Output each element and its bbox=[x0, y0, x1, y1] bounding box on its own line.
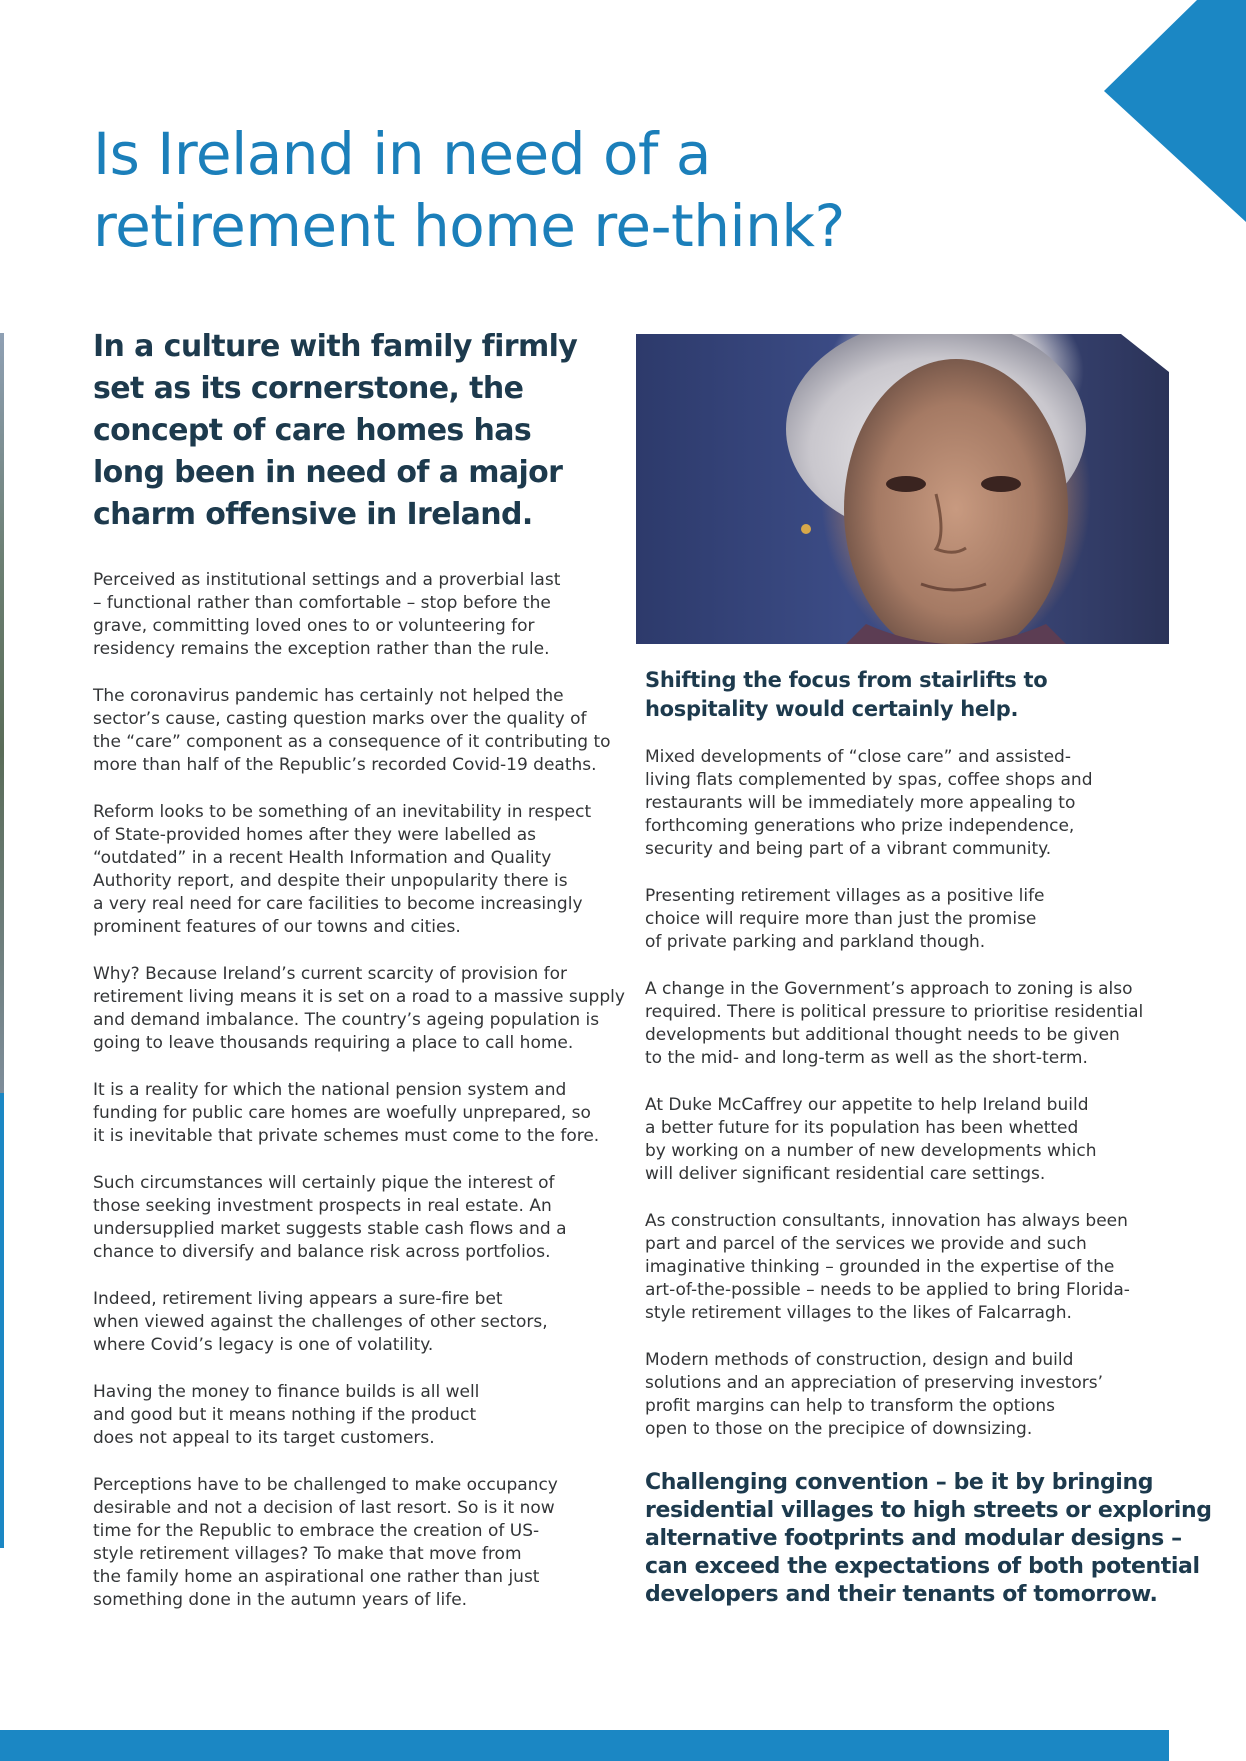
body-paragraph bbox=[645, 746, 1145, 861]
body-line: Presenting retirement villages as a positive life bbox=[645, 886, 1045, 906]
body-line: Indeed, retirement living appears a sure-fire bet bbox=[93, 1289, 503, 1309]
pullquote-line: developers and their tenants of tomorrow. bbox=[645, 1582, 1158, 1607]
body-line: Perceived as institutional settings and a proverbial last bbox=[93, 570, 561, 590]
body-line: does not appeal to its target customers. bbox=[93, 1428, 435, 1448]
body-line: part and parcel of the services we provide and such bbox=[645, 1234, 1087, 1254]
body-line: going to leave thousands requiring a place to call home. bbox=[93, 1033, 574, 1053]
body-line: style retirement villages to the likes of Falcarragh. bbox=[645, 1303, 1072, 1323]
body-line: The coronavirus pandemic has certainly not helped the bbox=[93, 686, 564, 706]
body-paragraph bbox=[645, 1094, 1145, 1186]
body-line: sector’s cause, casting question marks over the quality of bbox=[93, 709, 587, 729]
body-line: grave, committing loved ones to or volunteering for bbox=[93, 616, 535, 636]
body-line: As construction consultants, innovation has always been bbox=[645, 1211, 1128, 1231]
body-line: Authority report, and despite their unpopularity there is bbox=[93, 871, 568, 891]
body-line: Such circumstances will certainly pique the interest of bbox=[93, 1173, 555, 1193]
lead-line: In a culture with family firmly bbox=[93, 329, 578, 364]
body-paragraph bbox=[93, 963, 623, 1055]
body-line: profit margins can help to transform the options bbox=[645, 1396, 1056, 1416]
body-paragraph bbox=[93, 1079, 623, 1148]
pullquote-line: Challenging convention – be it by bringing bbox=[645, 1470, 1154, 1495]
body-line: Having the money to finance builds is all well bbox=[93, 1382, 480, 1402]
body-line: something done in the autumn years of life. bbox=[93, 1590, 468, 1610]
body-line: solutions and an appreciation of preserving investors’ bbox=[645, 1373, 1103, 1393]
body-line: retirement living means it is set on a road to a massive supply bbox=[93, 987, 625, 1007]
body-line: prominent features of our towns and cities. bbox=[93, 917, 461, 937]
body-paragraph bbox=[645, 978, 1145, 1070]
lead-line: long been in need of a major bbox=[93, 455, 563, 490]
left-edge-strip bbox=[0, 333, 4, 1548]
body-line: style retirement villages? To make that move from bbox=[93, 1544, 522, 1564]
body-line: At Duke McCaffrey our appetite to help Ireland build bbox=[645, 1095, 1089, 1115]
body-line: of private parking and parkland though. bbox=[645, 932, 986, 952]
body-line: a better future for its population has been whetted bbox=[645, 1118, 1079, 1138]
body-paragraph bbox=[645, 1210, 1145, 1325]
body-paragraph bbox=[645, 885, 1145, 954]
body-line: open to those on the precipice of downsizing. bbox=[645, 1419, 1033, 1439]
body-line: residency remains the exception rather than the rule. bbox=[93, 639, 550, 659]
body-line: where Covid’s legacy is one of volatility. bbox=[93, 1335, 434, 1355]
body-line: Mixed developments of “close care” and assisted- bbox=[645, 747, 1071, 767]
body-line: the family home an aspirational one rather than just bbox=[93, 1567, 540, 1587]
article-lead bbox=[93, 326, 613, 536]
body-paragraph bbox=[645, 1349, 1145, 1441]
body-line: and good but it means nothing if the product bbox=[93, 1405, 477, 1425]
body-line: chance to diversify and balance risk across portfolios. bbox=[93, 1242, 551, 1262]
body-paragraph bbox=[93, 1172, 623, 1264]
subhead-line: Shifting the focus from stairlifts to bbox=[645, 668, 1048, 692]
body-line: choice will require more than just the promise bbox=[645, 909, 1037, 929]
body-paragraph bbox=[93, 1474, 623, 1612]
left-column-body bbox=[93, 569, 623, 1636]
body-line: a very real need for care facilities to become increasingly bbox=[93, 894, 583, 914]
body-paragraph bbox=[93, 801, 623, 939]
body-line: to the mid- and long-term as well as the short-term. bbox=[645, 1048, 1088, 1068]
body-line: and demand imbalance. The country’s ageing population is bbox=[93, 1010, 600, 1030]
body-line: “outdated” in a recent Health Information and Quality bbox=[93, 848, 552, 868]
body-line: – functional rather than comfortable – stop before the bbox=[93, 593, 551, 613]
body-line: Modern methods of construction, design and build bbox=[645, 1350, 1074, 1370]
body-line: those seeking investment prospects in real estate. An bbox=[93, 1196, 552, 1216]
body-line: It is a reality for which the national pension system and bbox=[93, 1080, 567, 1100]
body-paragraph bbox=[93, 1288, 623, 1357]
body-line: Why? Because Ireland’s current scarcity of provision for bbox=[93, 964, 567, 984]
subhead-line: hospitality would certainly help. bbox=[645, 697, 1019, 721]
body-line: living flats complemented by spas, coffee shops and bbox=[645, 770, 1093, 790]
body-line: Perceptions have to be challenged to make occupancy bbox=[93, 1475, 558, 1495]
body-line: time for the Republic to embrace the creation of US- bbox=[93, 1521, 540, 1541]
pullquote-line: alternative footprints and modular designs – bbox=[645, 1526, 1182, 1551]
pullquote-line: residential villages to high streets or exploring bbox=[645, 1498, 1212, 1523]
body-line: it is inevitable that private schemes must come to the fore. bbox=[93, 1126, 600, 1146]
body-line: Reform looks to be something of an inevitability in respect bbox=[93, 802, 592, 822]
title-line: Is Ireland in need of a bbox=[93, 120, 711, 188]
body-line: more than half of the Republic’s recorded Covid-19 deaths. bbox=[93, 755, 597, 775]
right-column-body bbox=[645, 746, 1145, 1465]
pullquote-line: can exceed the expectations of both potential bbox=[645, 1554, 1200, 1579]
body-paragraph bbox=[93, 685, 623, 777]
title-line: retirement home re-think? bbox=[93, 192, 845, 260]
body-line: developments but additional thought needs to be given bbox=[645, 1025, 1120, 1045]
body-line: will deliver significant residential care settings. bbox=[645, 1164, 1046, 1184]
lead-line: set as its cornerstone, the bbox=[93, 371, 524, 406]
footer-bar bbox=[0, 1730, 1169, 1761]
body-line: art-of-the-possible – needs to be applied to bring Florida- bbox=[645, 1280, 1130, 1300]
body-line: of State-provided homes after they were labelled as bbox=[93, 825, 537, 845]
body-line: security and being part of a vibrant community. bbox=[645, 839, 1052, 859]
body-line: by working on a number of new developments which bbox=[645, 1141, 1097, 1161]
elderly-woman-photo bbox=[636, 334, 1169, 644]
body-line: forthcoming generations who prize independence, bbox=[645, 816, 1075, 836]
body-paragraph bbox=[93, 569, 623, 661]
body-line: desirable and not a decision of last resort. So is it now bbox=[93, 1498, 555, 1518]
body-line: undersupplied market suggests stable cash flows and a bbox=[93, 1219, 567, 1239]
body-paragraph bbox=[93, 1381, 623, 1450]
lead-line: concept of care homes has bbox=[93, 413, 532, 448]
body-line: A change in the Government’s approach to zoning is also bbox=[645, 979, 1133, 999]
corner-accent-triangle bbox=[1104, 0, 1246, 222]
lead-line: charm offensive in Ireland. bbox=[93, 497, 533, 532]
body-line: funding for public care homes are woefully unprepared, so bbox=[93, 1103, 591, 1123]
body-line: imaginative thinking – grounded in the expertise of the bbox=[645, 1257, 1115, 1277]
body-line: restaurants will be immediately more appealing to bbox=[645, 793, 1076, 813]
body-line: when viewed against the challenges of other sectors, bbox=[93, 1312, 548, 1332]
article-title bbox=[93, 118, 993, 262]
pull-quote bbox=[645, 1469, 1212, 1609]
section-subheading bbox=[645, 666, 1145, 724]
body-line: the “care” component as a consequence of it contributing to bbox=[93, 732, 611, 752]
body-line: required. There is political pressure to prioritise residential bbox=[645, 1002, 1144, 1022]
